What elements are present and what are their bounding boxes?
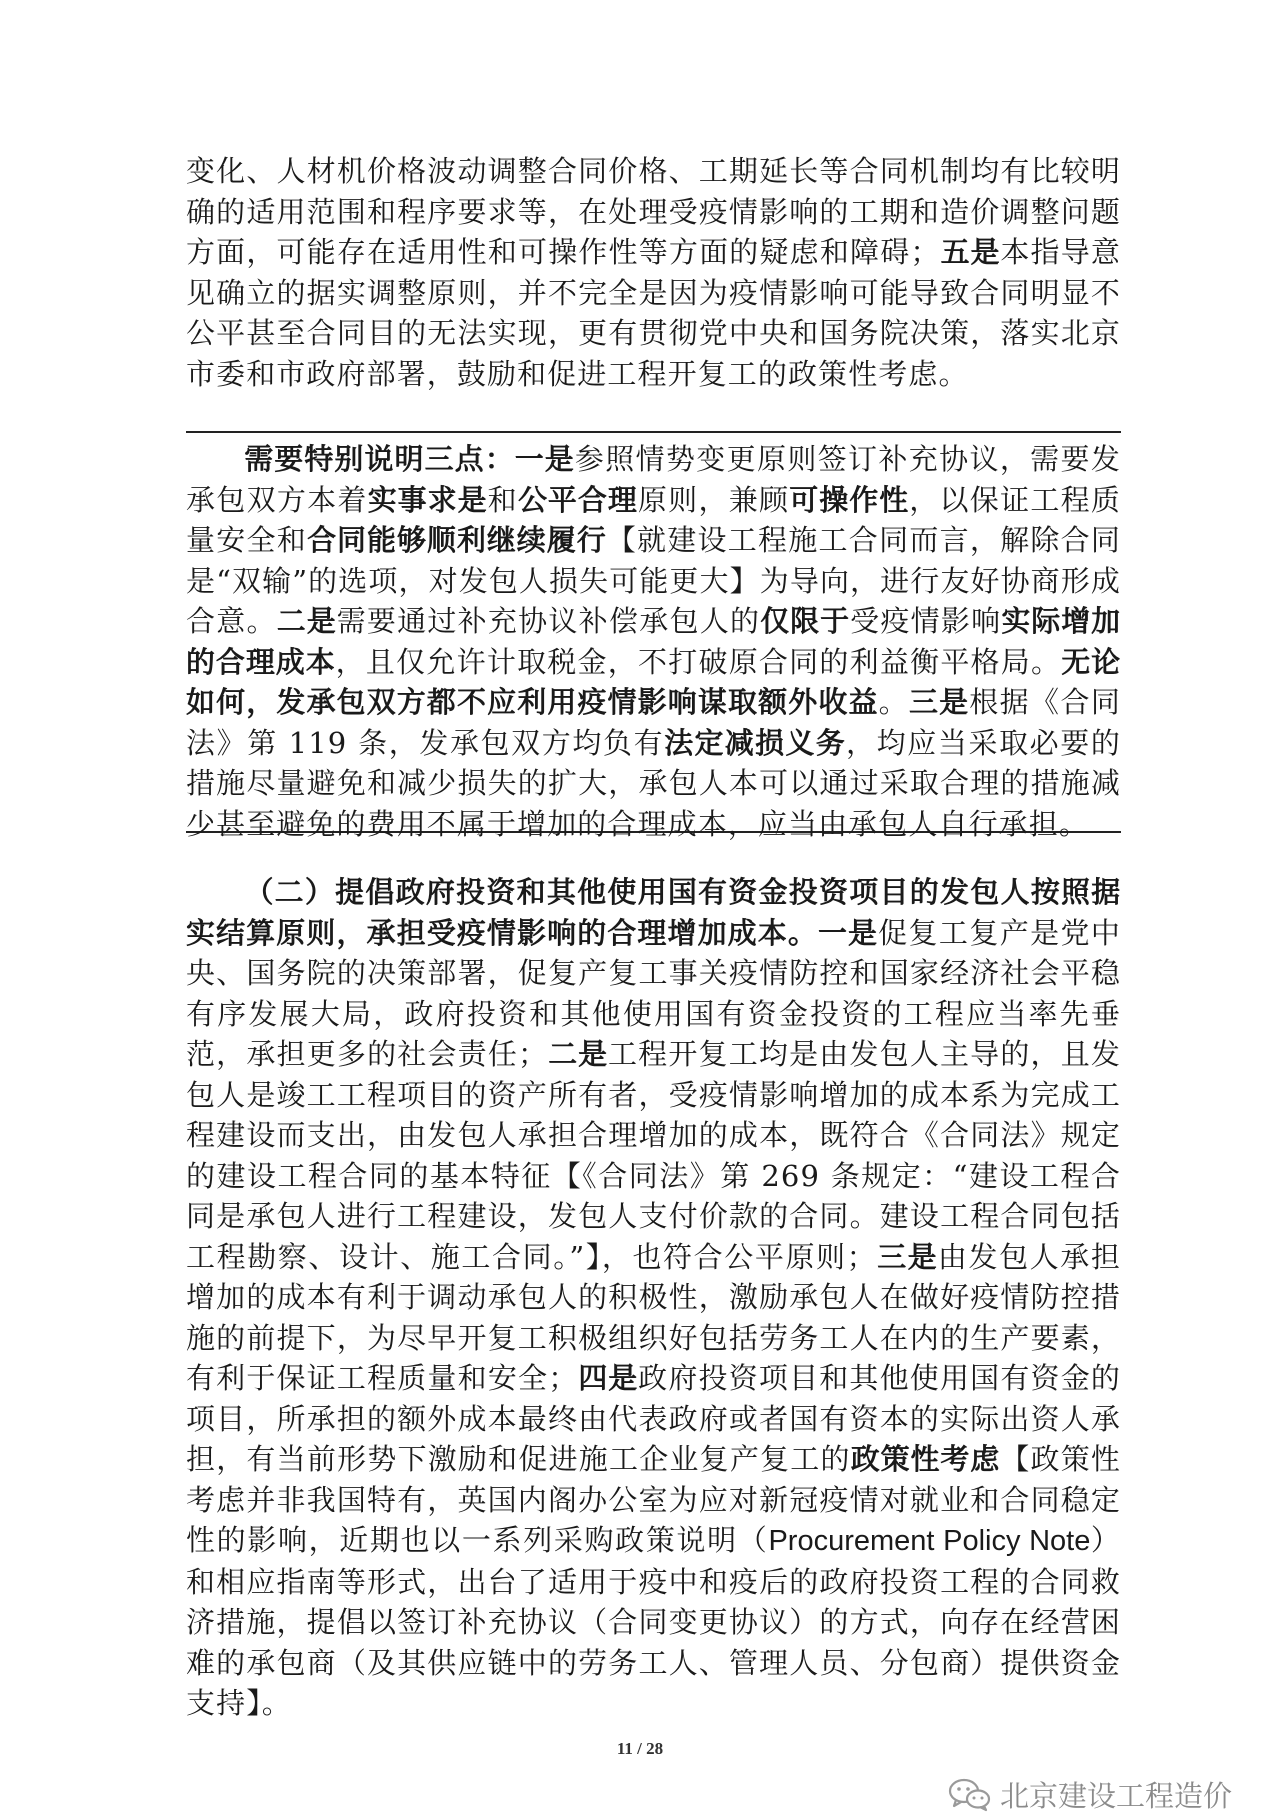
text-run: 政府投资项目和其他使用国有资金的项目，所承担的额外成本最终由代表政府或者国有资本的实际出资人承担，有当前形势下激励和促进施工企业复产复工的: [186, 1361, 1121, 1476]
text-run: ，以保证工程质量安全和: [186, 482, 1122, 557]
text-run: 工程开复工均是由发包人主导的，且发包人是竣工工程项目的资产所有者，受疫情影响增加的成本系为完成工程建设而支出，由发包人承担合理增加的成本，既符合《合同法》规定的建设工程合同的基本特征【《合同法》第 269 条规定：“建设工程合同是承包人进行工程建设，发包人支付价款的合同。建设工程合同包括工程勘察、设计、施工合同。”】，也符合公平原则；: [186, 1037, 1122, 1274]
bold-run: 政策性考虑: [850, 1442, 1001, 1476]
bold-run: 二是: [548, 1037, 608, 1071]
text-run: 。: [878, 685, 909, 719]
bold-run: 实际增加的合理成本: [186, 604, 1121, 679]
text-run: 【就建设工程施工合同而言，解除合同是“双输”的选项，对发包人损失可能更大】为导向，进行友好协商形成合意。: [186, 523, 1122, 638]
text-run: ，且仅允许计取税金，不打破原合同的利益衡平格局。: [335, 644, 1062, 679]
bold-run: 五是: [940, 235, 1001, 269]
text-run: 原则，兼顾: [637, 482, 790, 517]
watermark-text: 北京建设工程造价: [1000, 1779, 1233, 1813]
bold-run: 可操作性: [789, 482, 910, 517]
page-number: 11 / 28: [616, 1739, 664, 1758]
bold-run: 需要特别说明三点：一是: [244, 442, 575, 476]
text-run: 【政策性考虑并非我国特有，英国内阁办公室为应对新冠疫情对就业和合同稳定性的影响，近期也以一系列采购政策说明（: [186, 1442, 1122, 1557]
bold-run: 公平合理: [517, 482, 638, 517]
bold-run: （二）提倡政府投资和其他使用国有资金投资项目的发包人按照据实结算原则，承担受疫情影响的合理增加成本。一是: [186, 875, 1121, 950]
bold-run: 实事求是: [367, 482, 488, 517]
text-run: 受疫情影响: [850, 604, 1002, 638]
text-run: ）和相应指南等形式，出台了适用于疫中和疫后的政府投资工程的合同救济措施，提倡以签订补充协议（合同变更协议）的方式，向存在经营困难的承包商（及其供应链中的劳务工人、管理人员、分包商）提供资金支持】。: [186, 1523, 1121, 1720]
text-run: 本指导意见确立的据实调整原则，并不完全是因为疫情影响可能导致合同明显不公平甚至合同目的无法实现，更有贯彻党中央和国务院决策，落实北京市委和市政府部署，鼓励和促进工程开复工的政策性考虑。: [186, 235, 1121, 391]
text-run: 促复工复产是党中央、国务院的决策部署，促复产复工事关疫情防控和国家经济社会平稳有序发展大局，政府投资和其他使用国有资金投资的工程应当率先垂范，承担更多的社会责任；: [186, 915, 1121, 1071]
bold-run: 二是: [276, 604, 337, 638]
paragraph-special-note: [186, 439, 1121, 844]
paragraph-continuation: [186, 151, 1121, 394]
text-run: 和: [487, 482, 518, 517]
bold-run: 四是: [578, 1361, 639, 1395]
bold-run: 仅限于: [760, 604, 851, 638]
wechat-icon: [948, 1778, 992, 1812]
text-run: ，均应当采取必要的措施尽量避免和减少损失的扩大，承包人本可以通过采取合理的措施减少甚至避免的费用不属于增加的合理成本，应当由承包人自行承担。: [186, 725, 1121, 841]
bold-run: 三是: [909, 685, 970, 719]
paragraph-section-two: [186, 872, 1121, 1724]
bold-run: 三是: [876, 1239, 938, 1274]
latin-run: Procurement Policy Note: [768, 1525, 1091, 1557]
text-run: 由发包人承担增加的成本有利于调动承包人的积极性，激励承包人在做好疫情防控措施的前提下，为尽早开复工积极组织好包括劳务工人在内的生产要素，有利于保证工程质量和安全；: [186, 1239, 1121, 1395]
bold-run: 法定减损义务: [664, 725, 847, 760]
bold-run: 无论如何，发承包双方都不应利用疫情影响谋取额外收益: [186, 644, 1121, 719]
bold-run: 合同能够顺利继续履行: [307, 523, 607, 557]
text-run: 参照情势变更原则签订补充协议，需要发承包双方本着: [186, 442, 1121, 517]
text-run: 变化、人材机价格波动调整合同价格、工期延长等合同机制均有比较明确的适用范围和程序要求等，在处理受疫情影响的工期和造价调整问题方面，可能存在适用性和可操作性等方面的疑虑和障碍；: [186, 154, 1121, 269]
text-run: 根据《合同法》第 119 条，发承包双方均负有: [186, 685, 1121, 760]
text-run: 需要通过补充协议补偿承包人的: [336, 604, 761, 638]
